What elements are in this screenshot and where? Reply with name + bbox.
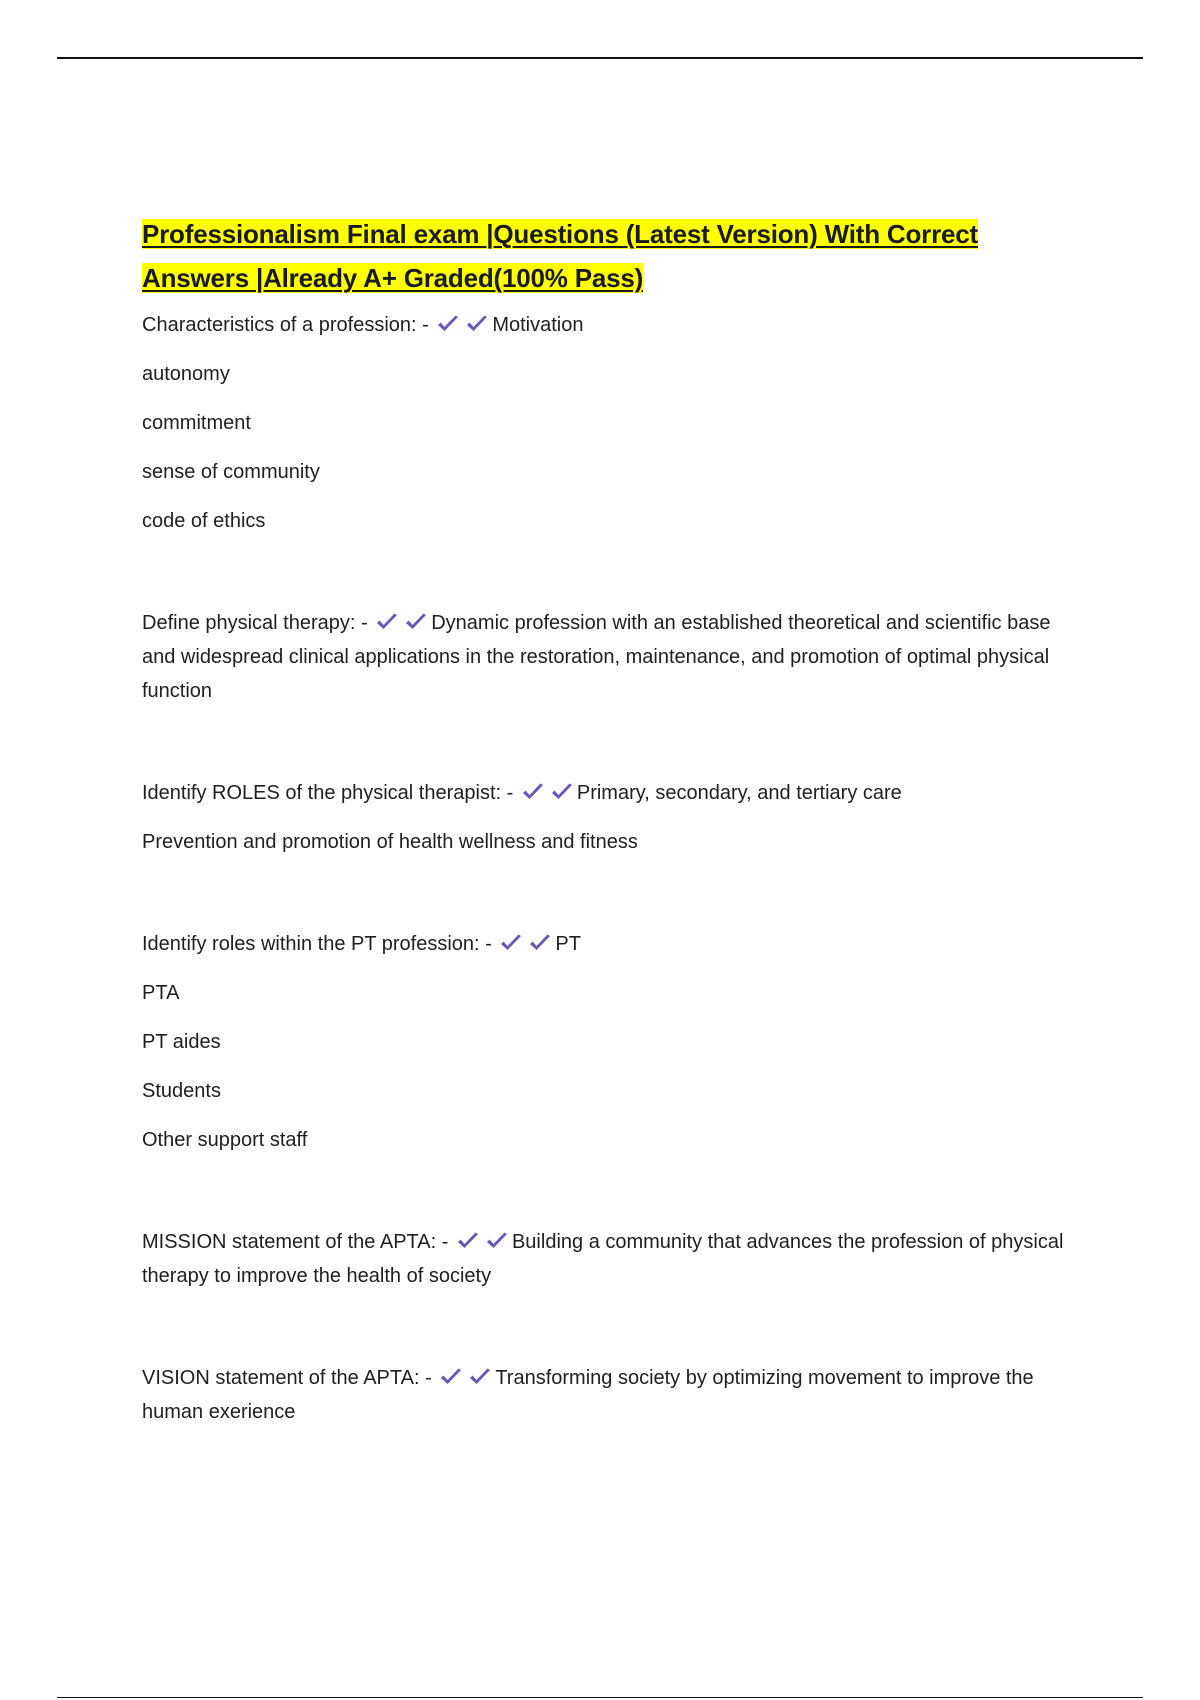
- qa-item: [142, 606, 1072, 708]
- answer-continuation: Students: [142, 1080, 221, 1102]
- qa-question-line: [142, 1225, 1072, 1293]
- answer-continuation: Prevention and promotion of health wellness and fitness: [142, 831, 638, 853]
- checkmark-icon: [465, 314, 489, 334]
- answer-continuation: sense of community: [142, 461, 320, 483]
- answer-continuation: PTA: [142, 982, 180, 1004]
- checkmark-icon: [550, 782, 574, 802]
- answer-text: Building a community that advances the profession of physical therapy to improve the health of society: [142, 1231, 1064, 1287]
- answer-continuation: PT aides: [142, 1031, 221, 1053]
- question-text: Identify roles within the PT profession: -: [142, 933, 492, 955]
- document-body: [142, 212, 1072, 1429]
- answer-text: PT: [555, 933, 581, 955]
- qa-question-line: [142, 927, 1072, 961]
- checkmark-icon: [456, 1231, 480, 1251]
- checkmark-icon: [404, 612, 428, 632]
- qa-item: [142, 1361, 1072, 1429]
- qa-item: [142, 927, 1072, 1157]
- answer-text: Dynamic profession with an established theoretical and scientific base and widespread clinical applications in the restoration, maintenance, and promotion of optimal physical function: [142, 612, 1051, 702]
- checkmark-icon: [375, 612, 399, 632]
- answer-continuation: Other support staff: [142, 1129, 308, 1151]
- question-text: Define physical therapy: -: [142, 612, 368, 634]
- answer-text: Primary, secondary, and tertiary care: [576, 782, 902, 804]
- qa-question-line: [142, 308, 1072, 342]
- checkmark-icon: [436, 314, 460, 334]
- checkmark-icon: [439, 1367, 463, 1387]
- qa-item: [142, 308, 1072, 538]
- bottom-rule: [57, 1697, 1143, 1698]
- checkmark-icon: [499, 933, 523, 953]
- qa-question-line: [142, 606, 1072, 708]
- answer-text: Motivation: [492, 314, 584, 336]
- qa-list: [142, 308, 1072, 1429]
- checkmark-icon: [485, 1231, 509, 1251]
- answer-continuation: autonomy: [142, 363, 230, 385]
- checkmark-icon: [521, 782, 545, 802]
- checkmark-icon: [468, 1367, 492, 1387]
- answer-continuation: code of ethics: [142, 510, 266, 532]
- checkmark-icon: [528, 933, 552, 953]
- answer-text: Transforming society by optimizing movement to improve the human exerience: [142, 1367, 1034, 1423]
- answer-continuation: commitment: [142, 412, 251, 434]
- qa-item: [142, 776, 1072, 859]
- question-text: MISSION statement of the APTA: -: [142, 1231, 449, 1253]
- qa-question-line: [142, 776, 1072, 810]
- question-text: Characteristics of a profession: -: [142, 314, 429, 336]
- top-rule: [57, 57, 1143, 59]
- question-text: VISION statement of the APTA: -: [142, 1367, 432, 1389]
- qa-item: [142, 1225, 1072, 1293]
- question-text: Identify ROLES of the physical therapist: -: [142, 782, 514, 804]
- document-title: Professionalism Final exam |Questions (Latest Version) With Correct Answers |Already A+ Graded(100% Pass): [142, 219, 978, 293]
- qa-question-line: [142, 1361, 1072, 1429]
